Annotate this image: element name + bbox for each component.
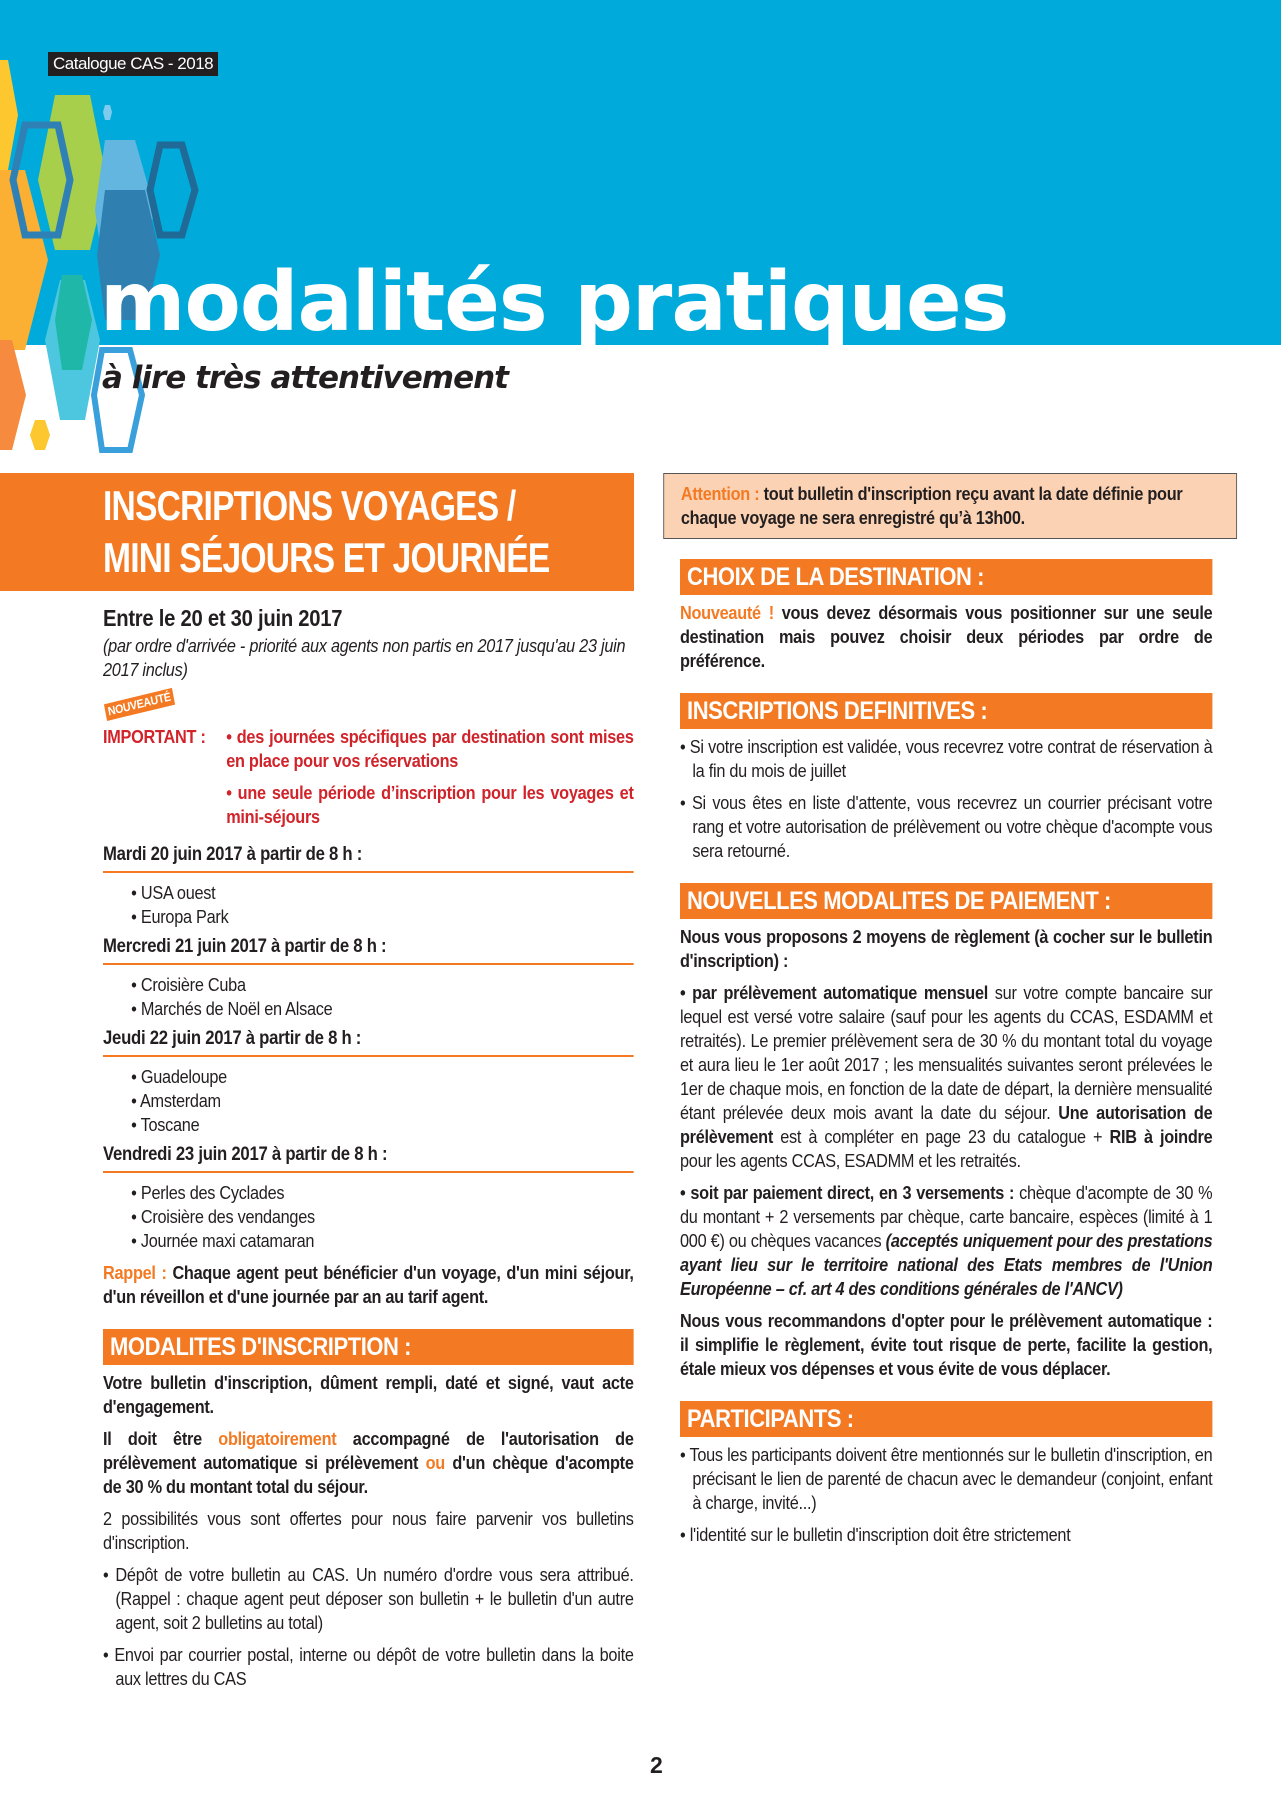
paragraph: Votre bulletin d'inscription, dûment rempli, daté et signé, vaut acte d'engagement. [103,1372,634,1417]
right-column [680,473,1212,1555]
destination-list [131,1065,633,1137]
destination-item: • Perles des Cyclades [131,1181,633,1205]
text: (acceptés uniquement pour des prestations ayant lieu sur le territoire national des Etats membres de l'Union Européenne – cf. art 4 des conditions générales de l'ANCV) [680,1230,1213,1299]
rappel [103,1261,634,1309]
paragraph [680,981,1212,1173]
text-highlight: obligatoirement [218,1428,337,1449]
section-modalites-inscription: MODALITES D'INSCRIPTION : [103,1329,634,1365]
paragraph: 2 possibilités vous sont offertes pour nous faire parvenir vos bulletins d'inscription. [103,1508,634,1553]
destination-item: • Europa Park [131,905,633,929]
destination-item: • Toscane [131,1113,633,1137]
heading-line: MINI SÉJOURS ET JOURNÉE [103,534,550,581]
text: d'un chèque d'acompte de 30 % du montant total du séjour. [103,1452,634,1497]
text-highlight: ou [425,1452,445,1473]
catalogue-label: Catalogue CAS - 2018 [48,52,218,76]
destination-list [131,973,633,1021]
section-choix-destination: CHOIX DE LA DESTINATION : [680,559,1212,595]
text: • par prélèvement automatique mensuel [680,982,989,1003]
schedule [103,843,634,1253]
destination-item: • Marchés de Noël en Alsace [131,997,633,1021]
heading-line: INSCRIPTIONS VOYAGES / [103,482,516,529]
important-item: • des journées spécifiques par destination sont mises en place pour vos réservations [226,726,634,771]
attention-box [663,473,1237,539]
section-heading-inscriptions [0,473,634,591]
dates-note: (par ordre d'arrivée - priorité aux agents non partis en 2017 jusqu'au 23 juin 2017 inclus) [103,635,626,680]
left-column [103,604,634,1699]
text: RIB à joindre [1109,1126,1213,1147]
destination-item: • USA ouest [131,881,633,905]
destination-item: • Croisière Cuba [131,973,633,997]
destination-item: • Guadeloupe [131,1065,633,1089]
bullet-item: • l'identité sur le bulletin d'inscription doit être strictement [680,1524,1071,1545]
page-number: 2 [650,1752,663,1778]
paragraph [103,1427,634,1499]
text: pour les agents CCAS, ESADMM et les retraités. [680,1150,1021,1171]
destination-item: • Journée maxi catamaran [131,1229,633,1253]
important-label: IMPORTANT : [103,726,206,747]
paragraph: Nous vous proposons 2 moyens de règlement (à cocher sur le bulletin d'inscription) : [680,926,1213,971]
destination-list [131,1181,633,1253]
page-subtitle: à lire très attentivement [102,360,508,396]
bullet-item: • Si vous êtes en liste d'attente, vous recevrez un courrier précisant votre rang et votre autorisation de prélèvement ou votre chèque d'acompte vous sera retourné. [680,792,1213,861]
section-inscriptions-definitives: INSCRIPTIONS DEFINITIVES : [680,693,1212,729]
text: Il doit être [103,1428,219,1449]
day-heading: Vendredi 23 juin 2017 à partir de 8 h : [103,1143,634,1173]
bullet-item: • Envoi par courrier postal, interne ou dépôt de votre bulletin dans la boite aux lettres du CAS [103,1644,634,1689]
text: accompagné de l'autorisation de prélèvement automatique si prélèvement [103,1428,634,1473]
bullet-item: • Si votre inscription est validée, vous recevrez votre contrat de réservation à la fin du mois de juillet [680,736,1213,781]
section-participants: PARTICIPANTS : [680,1401,1212,1437]
text: Une autorisation de prélèvement [680,1102,1213,1147]
paragraph: Nous vous recommandons d'opter pour le prélèvement automatique : il simplifie le règlement, évite tout risque de perte, facilite la gestion, étale mieux vos dépenses et vous évite de vous déplacer. [680,1310,1213,1379]
bullet-item: • Tous les participants doivent être mentionnés sur le bulletin d'inscription, en précisant le lien de parenté de chacun avec le demandeur (conjoint, enfant à charge, invité...) [680,1444,1213,1513]
new-badge: NOUVEAUTÉ [104,688,175,721]
paragraph [680,601,1212,673]
bullet-item: • Dépôt de votre bulletin au CAS. Un numéro d'ordre vous sera attribué. (Rappel : chaque agent peut déposer son bulletin + le bulletin d'un autre agent, soit 2 bulletins au total) [103,1564,634,1633]
destination-item: • Amsterdam [131,1089,633,1113]
section-modalites-paiement: NOUVELLES MODALITES DE PAIEMENT : [680,883,1212,919]
text: est à compléter en page 23 du catalogue + [773,1126,1110,1147]
day-heading: Mardi 20 juin 2017 à partir de 8 h : [103,843,634,873]
text: sur votre compte bancaire sur lequel est versé votre salaire (sauf pour les agents du CCAS, ESDAMM et retraités). Le premier prélèvement sera de 30 % du montant total du voyage et aura lieu le 1er août 2017 ; les mensualités suivantes seront prélevées le 1er de chaque mois, en fonction de la date de départ, la dernière mensualité étant prélevée deux mois avant la date du séjour. [680,982,1213,1123]
text: vous devez désormais vous positionner sur une seule destination mais pouvez choisir deux périodes par ordre de préférence. [680,602,1213,671]
text: chèque d'acompte de 30 % du montant + 2 versements par chèque, carte bancaire, espèces (limité à 1 000 €) ou chèques vacances [680,1182,1213,1251]
destination-item: • Croisière des vendanges [131,1205,633,1229]
dates: Entre le 20 et 30 juin 2017 [103,605,343,631]
rappel-text: Chaque agent peut bénéficier d'un voyage, d'un mini séjour, d'un réveillon et d'une journée par an au tarif agent. [103,1262,634,1307]
paragraph [680,1181,1212,1301]
day-heading: Mercredi 21 juin 2017 à partir de 8 h : [103,935,634,965]
page-title: modalités pratiques [100,255,1009,350]
attention-text: tout bulletin d'inscription reçu avant la date définie pour chaque voyage ne sera enregistré qu’à 13h00. [680,483,1183,528]
attention-label: Attention : [680,483,760,504]
nouveaute-label: Nouveauté ! [680,602,774,623]
important-item: • une seule période d’inscription pour les voyages et mini-séjours [226,782,634,827]
destination-list [131,881,633,929]
important-block [103,725,634,837]
text: • soit par paiement direct, en 3 versements : [680,1182,1015,1203]
day-heading: Jeudi 22 juin 2017 à partir de 8 h : [103,1027,634,1057]
rappel-label: Rappel : [103,1262,167,1283]
